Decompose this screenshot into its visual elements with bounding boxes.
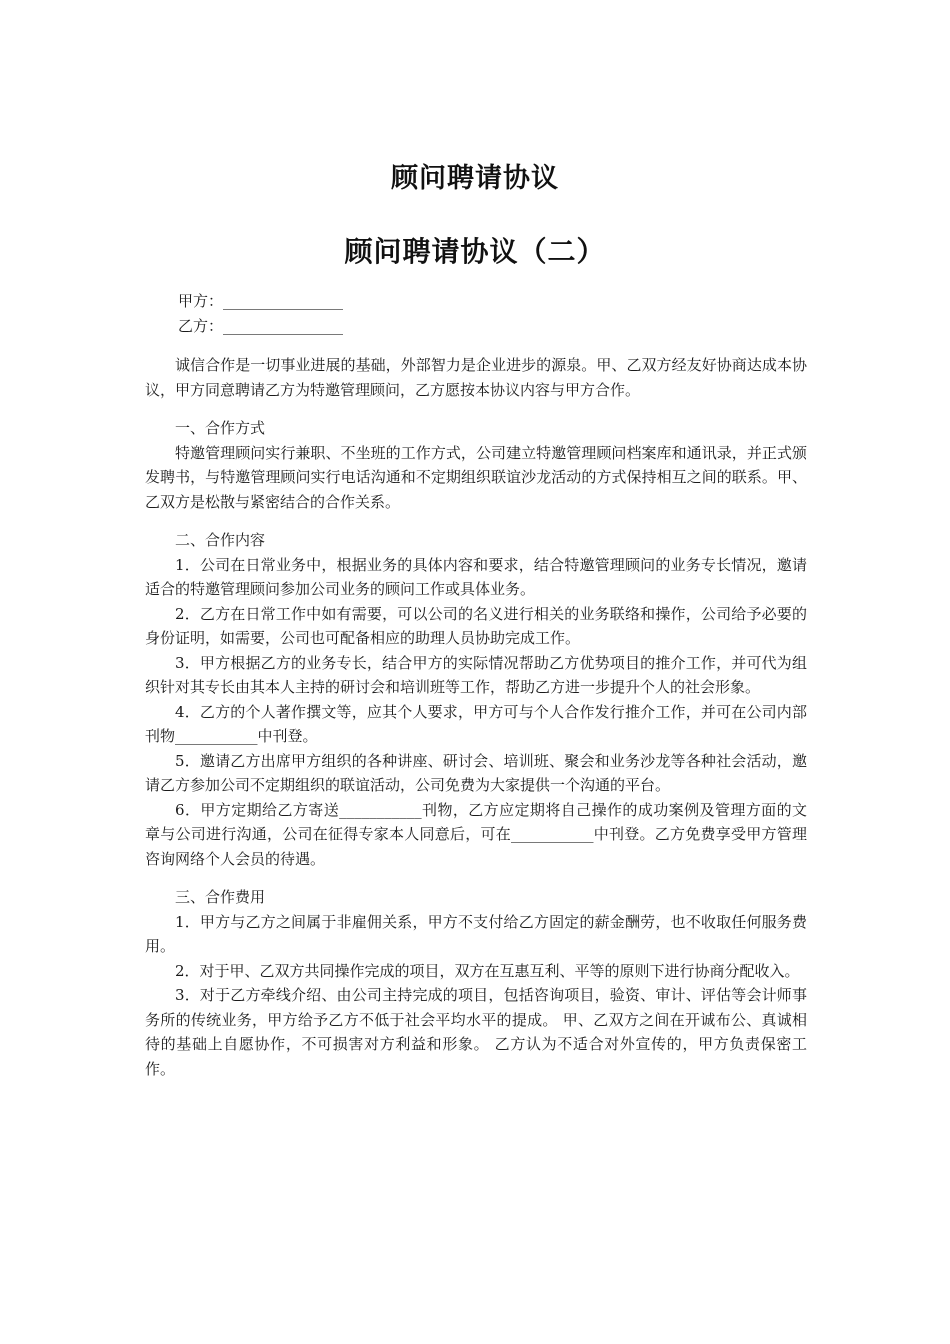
party-b-line: 乙方：________________ bbox=[178, 317, 344, 335]
section-paragraph: 2．乙方在日常工作中如有需要，可以公司的名义进行相关的业务联络和操作，公司给予必要的身份证明，如需要，公司也可配备相应的助理人员协助完成工作。 bbox=[145, 604, 807, 647]
section-paragraph: 3．对于乙方牵线介绍、由公司主持完成的项目，包括咨询项目，验资、审计、评估等会计师事务所的传统业务，甲方给予乙方不低于社会平均水平的提成。 甲、乙双方之间在开诚布公、真诚相待的基础上自愿协作，不可损害对方利益和形象。 乙方认为不适合对外宣传的，甲方负责保密工作。 bbox=[145, 986, 807, 1078]
section-paragraph: 特邀管理顾问实行兼职、不坐班的工作方式，公司建立特邀管理顾问档案库和通讯录，并正式颁发聘书，与特邀管理顾问实行电话沟通和不定期组织联谊沙龙活动的方式保持相互之间的联系。甲、乙双方是松散与紧密结合的合作关系。 bbox=[145, 443, 807, 511]
section-paragraph: 1．甲方与乙方之间属于非雇佣关系，甲方不支付给乙方固定的薪金酬劳，也不收取任何服务费用。 bbox=[145, 912, 807, 955]
party-a-line: 甲方：________________ bbox=[178, 292, 344, 310]
document-body bbox=[145, 353, 807, 1081]
section-heading-cooperation-fees: 三、合作费用 bbox=[175, 888, 266, 906]
section-heading-cooperation-content: 二、合作内容 bbox=[175, 531, 266, 549]
section-heading-cooperation-method: 一、合作方式 bbox=[175, 419, 266, 437]
intro-paragraph: 诚信合作是一切事业进展的基础，外部智力是企业进步的源泉。甲、乙双方经友好协商达成本协议，甲方同意聘请乙方为特邀管理顾问，乙方愿按本协议内容与甲方合作。 bbox=[145, 356, 807, 399]
section-paragraph: 5．邀请乙方出席甲方组织的各种讲座、研讨会、培训班、聚会和业务沙龙等各种社会活动，邀请乙方参加公司不定期组织的联谊活动，公司免费为大家提供一个沟通的平台。 bbox=[145, 751, 807, 794]
section-paragraph: 3．甲方根据乙方的业务专长，结合甲方的实际情况帮助乙方优势项目的推介工作，并可代为组织针对其专长由其本人主持的研讨会和培训班等工作，帮助乙方进一步提升个人的社会形象。 bbox=[145, 653, 807, 696]
section-paragraph: 2．对于甲、乙双方共同操作完成的项目，双方在互惠互利、平等的原则下进行协商分配收入。 bbox=[175, 961, 800, 980]
document-subtitle: 顾问聘请协议（二） bbox=[344, 235, 606, 268]
section-paragraph: 6．甲方定期给乙方寄送___________刊物，乙方应定期将自己操作的成功案例及管理方面的文章与公司进行沟通，公司在征得专家本人同意后，可在___________中刊登。乙方免费享受甲方管理咨询网络个人会员的待遇。 bbox=[145, 800, 807, 868]
section-paragraph: 1．公司在日常业务中，根据业务的具体内容和要求，结合特邀管理顾问的业务专长情况，邀请适合的特邀管理顾问参加公司业务的顾问工作或具体业务。 bbox=[145, 555, 807, 598]
document-title: 顾问聘请协议 bbox=[391, 163, 559, 194]
section-paragraph: 4．乙方的个人著作撰文等，应其个人要求，甲方可与个人合作发行推介工作，并可在公司内部刊物___________中刊登。 bbox=[145, 702, 807, 745]
